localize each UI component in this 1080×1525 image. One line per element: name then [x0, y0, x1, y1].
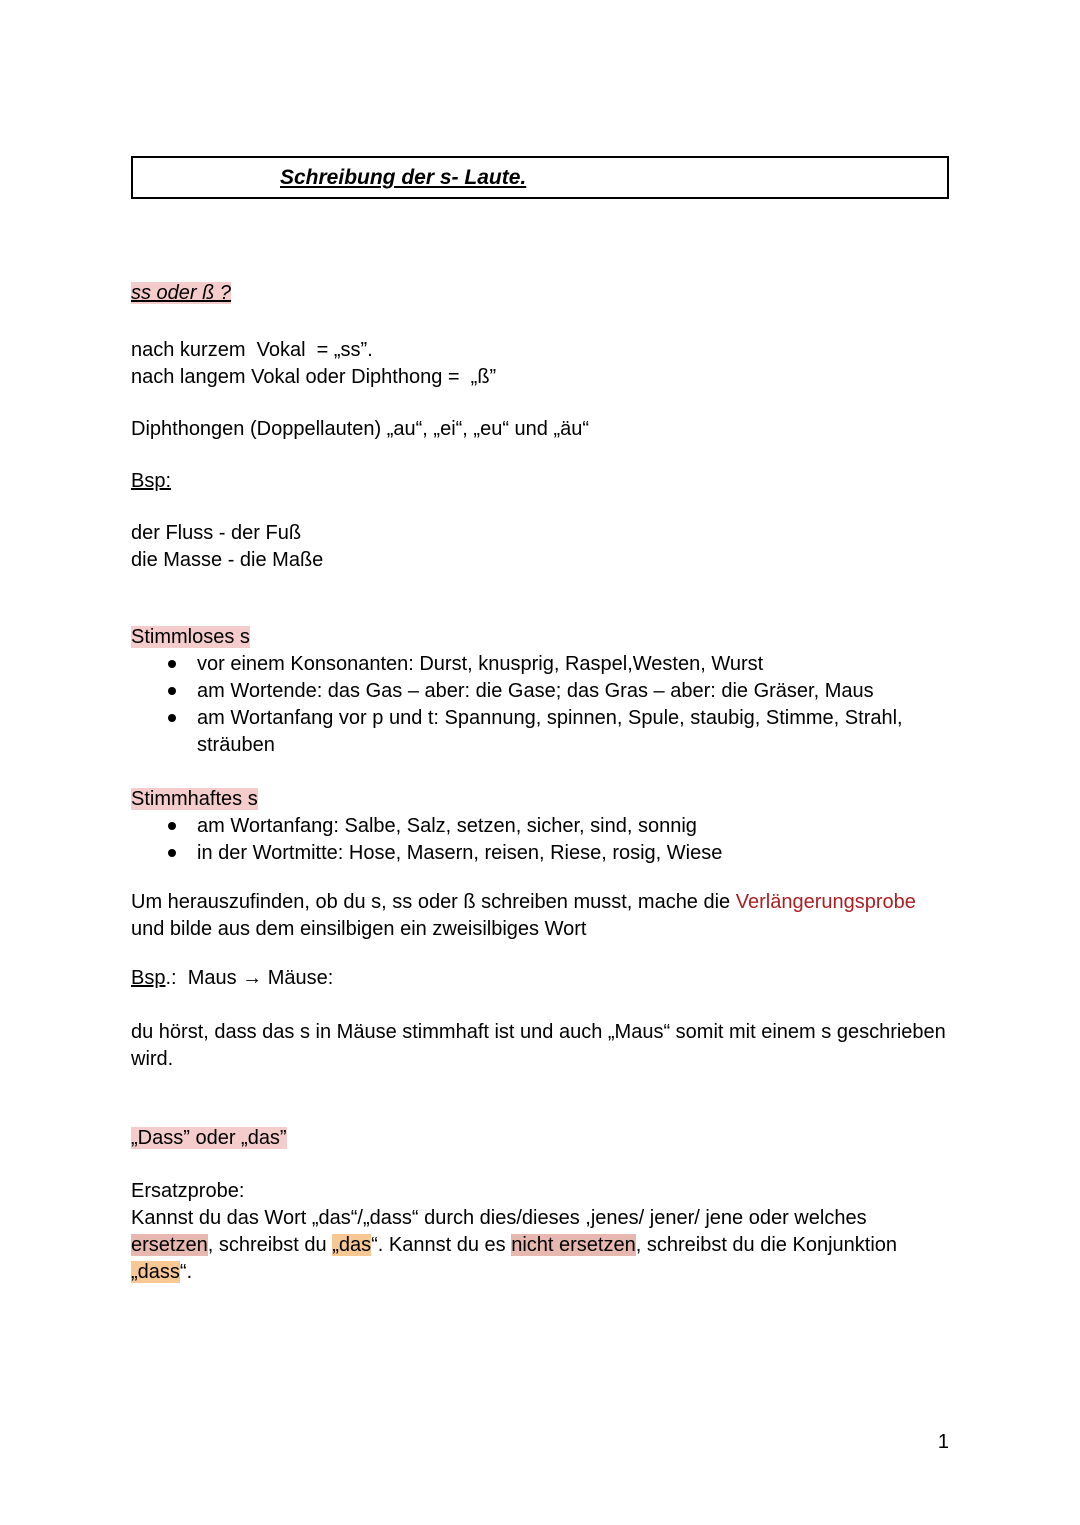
text-line — [131, 889, 949, 916]
bullet-icon — [168, 849, 176, 857]
highlight-das: „das — [332, 1234, 372, 1256]
list-item-text: vor einem Konsonanten: Durst, knusprig, Raspel,Westen, Wurst — [197, 653, 764, 675]
title-box — [131, 156, 949, 199]
page-number: 1 — [937, 1431, 949, 1453]
heading-stimmloses-s — [131, 624, 949, 651]
vowel-rules-paragraph — [131, 337, 949, 391]
document-content — [0, 156, 1080, 1286]
ersatzprobe-label: Ersatzprobe: — [131, 1180, 245, 1202]
list-item — [131, 678, 949, 705]
list-item — [131, 840, 949, 867]
heading-text: „Dass” oder „das” — [131, 1127, 287, 1149]
list-item-text: am Wortanfang vor p und t: Spannung, spinnen, Spule, staubig, Stimme, Strahl, — [197, 707, 903, 729]
list-item-text: sträuben — [197, 734, 275, 756]
text-run: “. Kannst du es — [371, 1234, 512, 1256]
heading-stimmhaftes-s — [131, 786, 949, 813]
example-label-text: Bsp — [131, 967, 166, 989]
highlight-nicht-ersetzen: nicht ersetzen — [511, 1234, 636, 1256]
list-item — [131, 651, 949, 678]
list-item-text: am Wortanfang: Salbe, Salz, setzen, sicher, sind, sonnig — [197, 815, 697, 837]
bullet-icon — [168, 687, 176, 695]
section-heading-ss-oder-sz — [131, 280, 949, 307]
heading-text: Stimmloses s — [131, 626, 250, 648]
highlight-dass: „dass — [131, 1261, 180, 1283]
heading-text: Stimmhaftes s — [131, 788, 258, 810]
list-item — [131, 813, 949, 840]
document-title: Schreibung der s- Laute. — [280, 166, 527, 189]
list-item-text: am Wortende: das Gas – aber: die Gase; das Gras – aber: die Gräser, Maus — [197, 680, 874, 702]
examples-paragraph — [131, 520, 949, 574]
highlight-ersetzen: ersetzen — [131, 1234, 208, 1256]
rule-short-vowel: nach kurzem Vokal = „ss”. — [131, 339, 373, 361]
text-line — [131, 1232, 949, 1259]
list-item-text: in der Wortmitte: Hose, Masern, reisen, Riese, rosig, Wiese — [197, 842, 723, 864]
rule-long-vowel: nach langem Vokal oder Diphthong = „ß” — [131, 366, 497, 388]
example-label-text: Bsp: — [131, 470, 172, 492]
voiced-list — [131, 813, 949, 867]
text-run: , schreibst du — [207, 1234, 333, 1256]
example-label — [131, 468, 949, 495]
text-line — [131, 1259, 949, 1286]
result-paragraph — [131, 1019, 949, 1073]
text-line: Kannst du das Wort „das“/„dass“ durch dies/dieses ,jenes/ jener/ jene oder welches — [131, 1207, 867, 1229]
text-run: “. — [179, 1261, 193, 1283]
text-run: , schreibst du die Konjunktion — [635, 1234, 898, 1256]
bullet-icon — [168, 822, 176, 830]
section-heading-text: ss oder ß ? — [131, 282, 232, 304]
text-line: wird. — [131, 1048, 174, 1070]
term-verlaengerungsprobe: Verlängerungsprobe — [735, 891, 916, 913]
example-masse-masse: die Masse - die Maße — [131, 549, 324, 571]
text-line: und bilde aus dem einsilbigen ein zweisilbiges Wort — [131, 918, 587, 940]
text-line: du hörst, dass das s in Mäuse stimmhaft ist und auch „Maus“ somit mit einem s geschrieben — [131, 1021, 946, 1043]
bullet-icon — [168, 660, 176, 668]
ersatzprobe-paragraph — [131, 1178, 949, 1286]
text-run: .: Maus → Mäuse: — [165, 967, 334, 989]
example-maus-maeuse — [131, 965, 949, 992]
bullet-icon — [168, 714, 176, 722]
diphthong-note: Diphthongen (Doppellauten) „au“, „ei“, „eu“ und „äu“ — [131, 418, 590, 440]
heading-dass-oder-das — [131, 1125, 949, 1152]
example-fluss-fuss: der Fluss - der Fuß — [131, 522, 302, 544]
list-item — [131, 705, 949, 759]
text-run: Um herauszufinden, ob du s, ss oder ß schreiben musst, mache die — [131, 891, 736, 913]
lengthening-test-paragraph — [131, 889, 949, 943]
voiceless-list — [131, 651, 949, 759]
